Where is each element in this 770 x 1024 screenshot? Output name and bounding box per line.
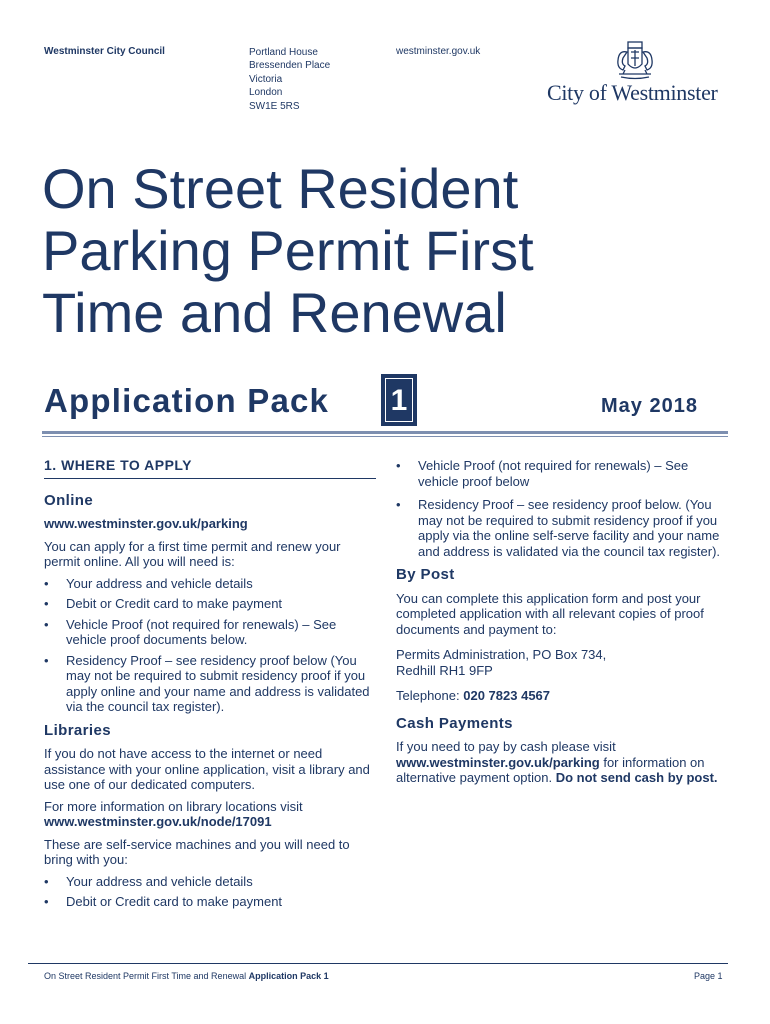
pack-title: Application Pack: [44, 382, 330, 419]
right-column: [396, 458, 730, 786]
telephone-number[interactable]: 020 7823 4567: [463, 688, 551, 703]
proof-list: [396, 458, 730, 559]
libraries-heading: Libraries: [44, 721, 111, 739]
cash-para-prefix: If you need to pay by cash please visit: [396, 739, 616, 754]
council-address: [249, 46, 330, 113]
libraries-link[interactable]: www.westminster.gov.uk/node/17091: [44, 814, 272, 829]
libraries-more-info: For more information on library locations visit: [44, 798, 303, 814]
post-address-line: Permits Administration, PO Box 734,: [396, 647, 607, 662]
pack-number-badge: [381, 374, 417, 426]
post-para: You can complete this application form and post your completed application with all relevant copies of proof documents and payment to:: [396, 590, 704, 637]
post-address-line: Redhill RH1 9FP: [396, 662, 493, 678]
page-title: On Street Resident Parking Permit First Time and Renewal: [42, 157, 534, 344]
list-item: • Your address and vehicle details: [44, 576, 376, 592]
cash-link[interactable]: www.westminster.gov.uk/parking: [396, 754, 600, 770]
page-number: Page 1: [694, 971, 723, 981]
address-line: London: [249, 87, 283, 99]
telephone-label: Telephone:: [396, 688, 460, 703]
online-heading: Online: [44, 491, 94, 509]
cash-heading: Cash Payments: [396, 714, 513, 732]
list-item: • Debit or Credit card to make payment: [44, 596, 376, 612]
telephone-line: [396, 688, 730, 704]
footer-title: [44, 971, 329, 981]
section-heading: 1. WHERE TO APPLY: [44, 458, 376, 479]
website-link[interactable]: westminster.gov.uk: [396, 46, 481, 57]
pack-number: 1: [385, 378, 413, 422]
address-line: Bressenden Place: [249, 60, 331, 72]
footer-title-bold: Application Pack 1: [248, 971, 329, 981]
logo-text: City of Westminster: [547, 80, 718, 105]
footer-title-text: On Street Resident Permit First Time and Renewal: [44, 971, 247, 981]
address-line: Portland House: [249, 47, 318, 58]
coat-of-arms-icon: [613, 40, 657, 80]
cash-para: [396, 739, 730, 786]
left-column: [44, 458, 376, 915]
list-item: • Residency Proof – see residency proof below. (You may not be required to submit residency proof if you apply via the online self-serve facility and your name and address is validated via the council tax register).: [396, 497, 730, 559]
post-heading: By Post: [396, 566, 455, 583]
pack-date: May 2018: [601, 395, 698, 417]
list-item: • Your address and vehicle details: [44, 874, 376, 890]
online-intro: You can apply for a first time permit and renew your permit online. All you will need is:: [44, 538, 341, 569]
libraries-requirements-list: [44, 874, 376, 910]
list-item: • Debit or Credit card to make payment: [44, 894, 376, 910]
divider: [42, 436, 728, 437]
westminster-logo: [545, 40, 730, 110]
address-line: Victoria: [249, 73, 283, 85]
council-name: Westminster City Council: [44, 46, 165, 57]
libraries-para: If you do not have access to the internet or need assistance with your online application, visit a library and use one of our dedicated computers.: [44, 746, 370, 792]
list-item: • Vehicle Proof (not required for renewals) – See vehicle proof below: [396, 458, 730, 489]
online-link[interactable]: www.westminster.gov.uk/parking: [44, 516, 248, 531]
list-item: • Residency Proof – see residency proof below (You may not be required to submit residency proof if you apply online and your name and address is validated via the council tax register).: [44, 653, 376, 715]
cash-para-mid: for information on alternative payment option.: [396, 754, 705, 785]
cash-warning: Do not send cash by post.: [555, 770, 718, 785]
libraries-bring-para: These are self-service machines and you will need to bring with you:: [44, 836, 350, 867]
online-requirements-list: [44, 576, 376, 715]
list-item: • Vehicle Proof (not required for renewals) – See vehicle proof documents below.: [44, 617, 376, 648]
address-line: SW1E 5RS: [249, 100, 300, 112]
divider: [42, 431, 728, 434]
footer-divider: [28, 963, 728, 964]
